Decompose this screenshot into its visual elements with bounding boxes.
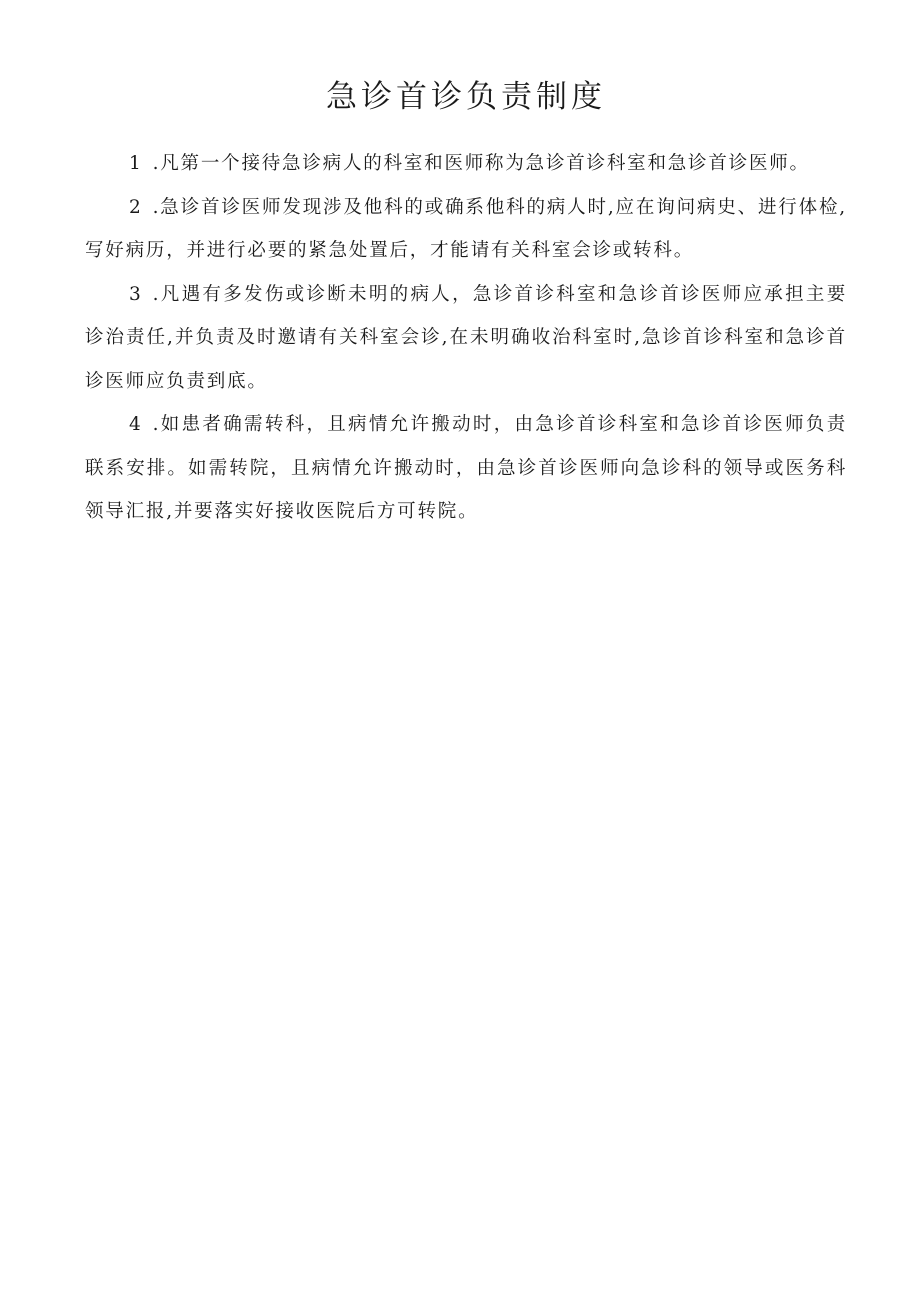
paragraph-text: .如患者确需转科，且病情允许搬动时，由急诊首诊科室和急诊首诊医师负责联系安排。如需转院，且病情允许搬动时，由急诊首诊医师向急诊科的领导或医务科领导汇报,并要落实好接收医院后方可转院。 xyxy=(85,414,847,522)
paragraph-text: .凡遇有多发伤或诊断未明的病人，急诊首诊科室和急诊首诊医师应承担主要诊治责任,并负责及时邀请有关科室会诊,在未明确收治科室时,急诊首诊科室和急诊首诊医师应负责到底。 xyxy=(85,283,847,392)
paragraph-1 xyxy=(85,142,847,186)
paragraph-number: 3 xyxy=(129,283,143,305)
paragraph-2 xyxy=(85,186,847,273)
paragraph-number: 2 xyxy=(129,196,143,218)
paragraph-3 xyxy=(85,273,847,404)
document-title: 急诊首诊负责制度 xyxy=(326,79,606,115)
paragraph-number: 4 xyxy=(129,414,143,435)
paragraph-text: .急诊首诊医师发现涉及他科的或确系他科的病人时,应在询问病史、进行体检,写好病历，并进行必要的紧急处置后，才能请有关科室会诊或转科。 xyxy=(85,196,847,261)
document-page xyxy=(85,72,847,534)
paragraph-text: .凡第一个接待急诊病人的科室和医师称为急诊首诊科室和急诊首诊医师。 xyxy=(152,153,810,174)
paragraph-number: 1 xyxy=(129,153,143,174)
paragraph-4 xyxy=(85,403,847,534)
